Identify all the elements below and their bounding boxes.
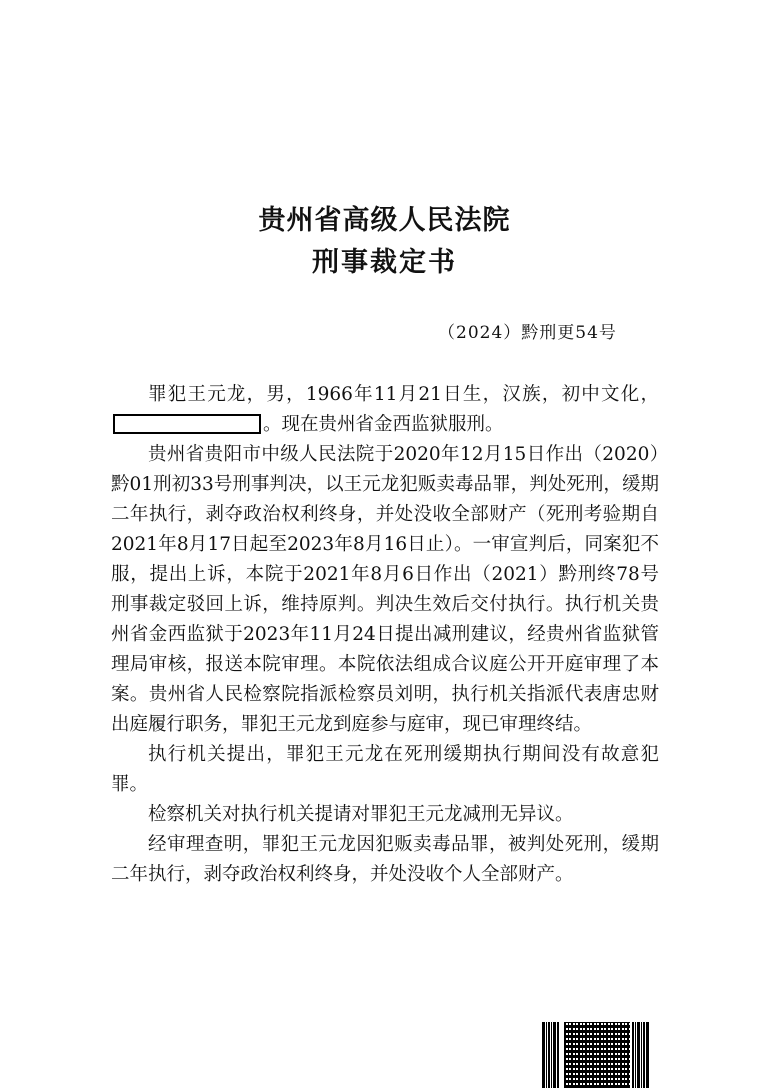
court-name-title: 贵州省高级人民法院 <box>258 205 511 236</box>
paragraph-defendant-info <box>111 380 659 440</box>
paragraph-text: 罪犯王元龙，男，1966年11月21日生，汉族，初中文化， <box>148 384 659 405</box>
paragraph-text: 。现在贵州省金西监狱服刑。 <box>263 414 504 435</box>
barcode-bars <box>542 1022 562 1088</box>
paragraph-procuratorate: 检察机关对执行机关提请对罪犯王元龙减刑无异议。 <box>148 804 574 825</box>
paragraph-case-history: 贵州省贵阳市中级人民法院于2020年12月15日作出（2020）黔01刑初33号刑事判决，以王元龙犯贩卖毒品罪，判处死刑，缓期二年执行，剥夺政治权利终身，并处没收全部财产（死刑考验期自2021年8月17日起至2023年8月16日止）。一审宣判后，同案犯不服，提出上诉，本院于2021年8月6日作出（2021）黔刑终78号刑事裁定驳回上诉，维持原判。判决生效后交付执行。执行机关贵州省金西监狱于2023年11月24日提出减刑建议，经贵州省监狱管理局审核，报送本院审理。本院依法组成合议庭公开开庭审理了本案。贵州省人民检察院指派检察员刘明，执行机关指派代表唐忠财出庭履行职务，罪犯王元龙到庭参与庭审，现已审理终结。 <box>111 444 659 735</box>
case-number: （2024）黔刑更54号 <box>438 323 617 343</box>
paragraph-executing-authority: 执行机关提出，罪犯王元龙在死刑缓期执行期间没有故意犯罪。 <box>111 744 659 795</box>
redaction-box <box>113 414 261 434</box>
document-body <box>111 380 659 890</box>
paragraph-findings: 经审理查明，罪犯王元龙因犯贩卖毒品罪，被判处死刑，缓期二年执行，剥夺政治权利终身，并处没收个人全部财产。 <box>111 834 659 885</box>
barcode-qr-icon <box>542 1022 652 1088</box>
qr-code <box>564 1022 630 1088</box>
barcode-bars <box>632 1022 652 1088</box>
document-type-title: 刑事裁定书 <box>312 247 457 278</box>
